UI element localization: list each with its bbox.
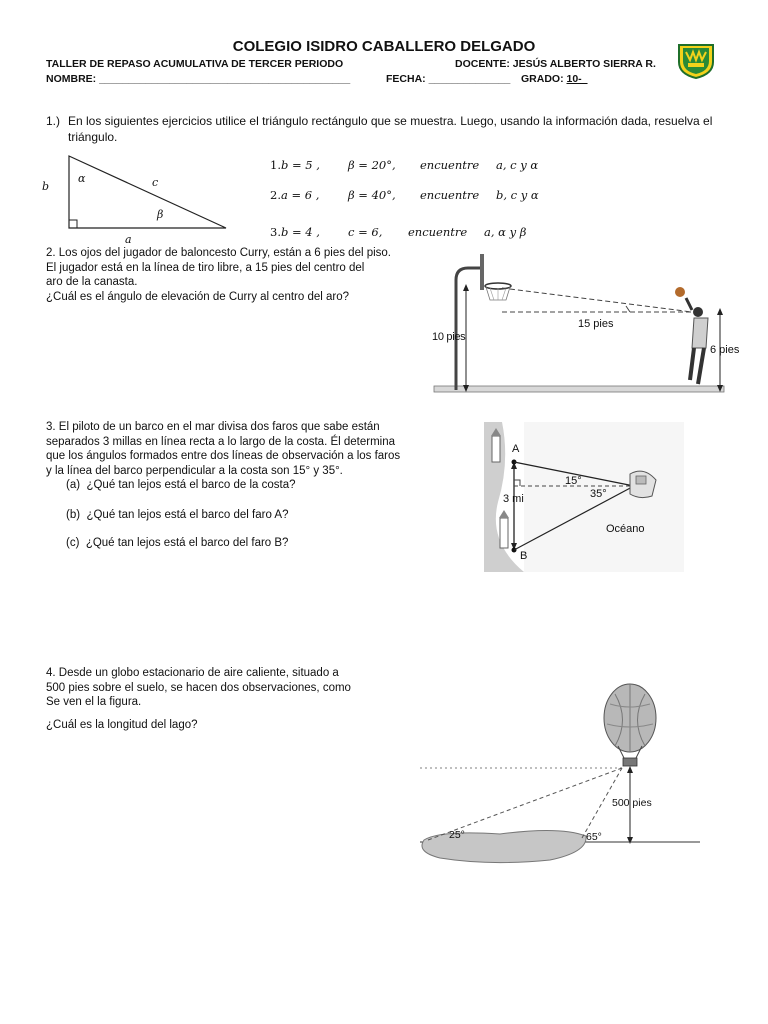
- question-4-line-2: 500 pies sobre el suelo, se hacen dos observaciones, como: [46, 681, 351, 694]
- exercise-2: [270, 188, 319, 202]
- free-throw-distance-label: 15 pies: [578, 318, 614, 330]
- question-4-prompt: ¿Cuál es la longitud del lago?: [46, 719, 198, 731]
- exercise-2-verb: [420, 188, 479, 202]
- eye-height-label: 6 pies: [710, 344, 740, 356]
- exercise-3-unknowns: [484, 225, 526, 239]
- exercise-2-given1: a = 6 ,: [280, 188, 320, 202]
- exercise-1-given2: [348, 158, 396, 172]
- exercise-1-verb-text: encuentre: [420, 158, 480, 172]
- question-3c-label: (c): [66, 537, 80, 549]
- question-4-line-1: 4. Desde un globo estacionario de aire caliente, situado a: [46, 667, 339, 679]
- right-triangle-figure: [36, 150, 236, 250]
- balloon-height-label: 500 pies: [612, 797, 652, 809]
- exercise-3-unknowns-text: a, α y β: [484, 225, 527, 239]
- workshop-title: TALLER DE REPASO ACUMULATIVA DE TERCER PERIODO: [46, 58, 344, 70]
- grade-value: 10-_: [566, 73, 588, 85]
- exercise-1-given1: b = 5 ,: [280, 158, 320, 172]
- question-3: [46, 420, 466, 478]
- exercise-1-unknowns: [496, 158, 538, 172]
- exercise-2-given2: [348, 188, 396, 202]
- exercise-1-angle: β = 20°,: [348, 158, 396, 172]
- exercise-2-unknowns-text: b, c y α: [496, 188, 539, 202]
- question-3-line-1: 3. El piloto de un barco en el mar divisa dos faros que sabe están: [46, 421, 380, 433]
- exercise-2-unknowns: [496, 188, 539, 202]
- question-3-line-4: y la línea del barco perpendicular a la costa son 15° y 35°.: [46, 464, 343, 477]
- question-4-line-3: Se ven el la figura.: [46, 696, 142, 708]
- exercise-3-given1: b = 4 ,: [280, 225, 320, 239]
- exercise-1-verb: [420, 158, 479, 172]
- exercise-2-number: 2.: [270, 188, 281, 202]
- question-3-line-3: que los ángulos formados entre dos líneas de observación a los faros: [46, 450, 401, 462]
- question-4: [46, 666, 406, 710]
- angle-35-label: 35°: [590, 488, 607, 500]
- exercise-3-verb: [408, 225, 467, 239]
- separation-label: 3 mi: [503, 493, 524, 505]
- question-3b: [66, 508, 288, 522]
- question-3a: [66, 478, 296, 492]
- school-title: COLEGIO ISIDRO CABALLERO DELGADO: [232, 38, 536, 55]
- exercise-2-verb-text: encuentre: [420, 188, 480, 202]
- question-2-line-4: ¿Cuál es el ángulo de elevación de Curry al centro del aro?: [46, 290, 350, 303]
- question-3a-text: ¿Qué tan lejos está el barco de la costa?: [86, 479, 296, 491]
- exercise-3-given2: [348, 225, 382, 239]
- exercise-2-angle: β = 40°,: [348, 188, 396, 202]
- question-1-text: En los siguientes ejercicios utilice el triángulo rectángulo que se muestra. Luego, usando la información dada, resuelva el triángulo.: [68, 114, 713, 144]
- grade-label: GRADO:: [521, 73, 567, 85]
- grade-field: [521, 73, 588, 85]
- lighthouse-b-label: B: [520, 550, 528, 562]
- angle-15-label: 15°: [565, 475, 582, 487]
- exercise-1-number: 1.: [270, 158, 281, 172]
- date-field: FECHA: ______________: [386, 73, 511, 85]
- exercise-3-number: 3.: [270, 225, 281, 239]
- triangle-a-label: a: [125, 233, 132, 246]
- question-2-line-3: aro de la canasta.: [46, 276, 138, 288]
- teacher-name: DOCENTE: JESÚS ALBERTO SIERRA R.: [455, 58, 656, 70]
- exercise-1-unknowns-text: a, c y α: [496, 158, 539, 172]
- question-1-number: 1.): [46, 114, 61, 128]
- question-2-line-1: 2. Los ojos del jugador de baloncesto Curry, están a 6 pies del piso.: [46, 247, 391, 259]
- question-3c-text: ¿Qué tan lejos está el barco del faro B?: [85, 537, 289, 549]
- exercise-1: [270, 158, 320, 172]
- question-3b-text: ¿Qué tan lejos está el barco del faro A?: [86, 509, 289, 521]
- exercise-3-side: c = 6,: [348, 225, 383, 239]
- triangle-b-label: b: [42, 180, 50, 193]
- question-3a-label: (a): [66, 479, 81, 491]
- question-3b-label: (b): [66, 509, 81, 521]
- question-2-line-2: El jugador está en la línea de tiro libre, a 15 pies del centro del: [46, 261, 365, 274]
- question-3c: [66, 536, 288, 550]
- lighthouse-a-label: A: [512, 443, 520, 455]
- triangle-beta-label: β: [157, 208, 164, 221]
- triangle-c-label: c: [152, 176, 159, 189]
- hoop-height-label: 10 pies: [432, 331, 466, 343]
- question-1: [46, 113, 736, 145]
- question-3-line-2: separados 3 millas en línea recta a lo largo de la costa. Él determina: [46, 435, 396, 448]
- school-crest-logo: [676, 40, 716, 80]
- triangle-alpha-label: α: [78, 172, 86, 185]
- exercise-3-verb-text: encuentre: [408, 225, 468, 239]
- angle-65-label: 65°: [586, 831, 602, 843]
- angle-25-label: 25°: [449, 829, 465, 841]
- exercise-3: [270, 225, 320, 239]
- student-name-field: NOMBRE: ___________________________________________: [46, 73, 351, 85]
- ocean-label: Océano: [606, 523, 645, 535]
